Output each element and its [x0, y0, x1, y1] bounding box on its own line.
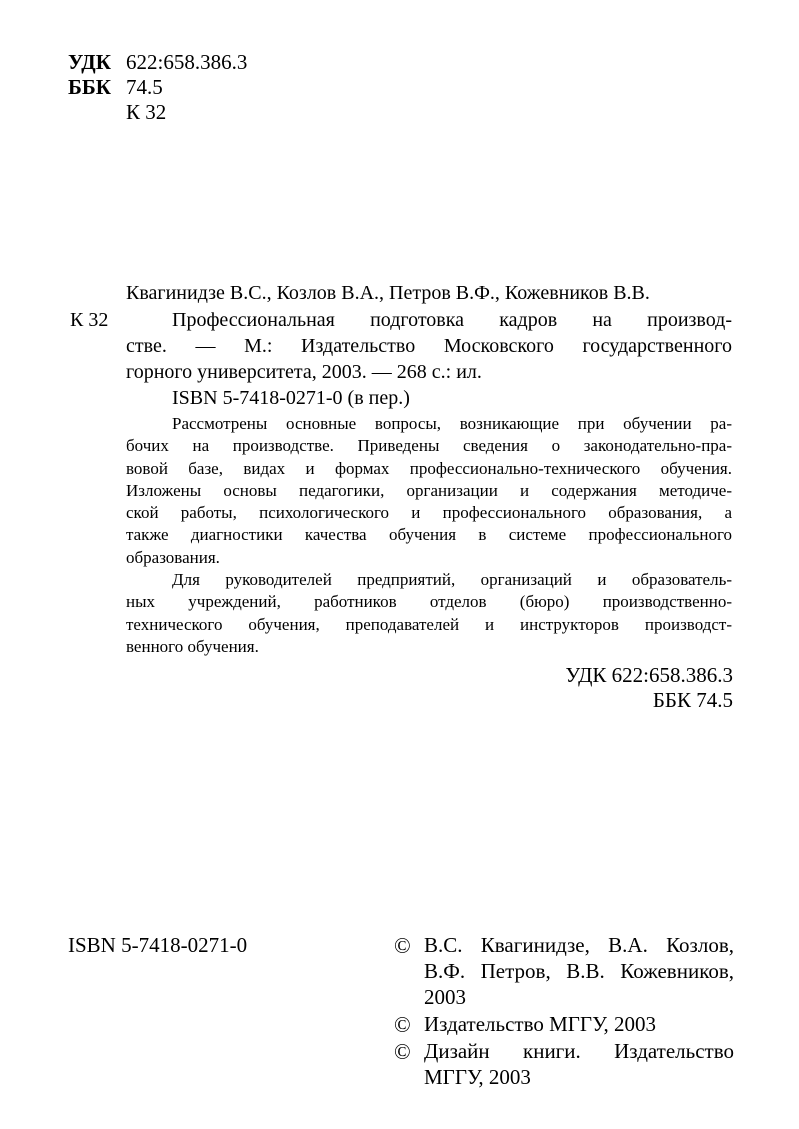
annotation-line: вовой базе, видах и формах профессионально-технического обучения.	[126, 458, 732, 478]
annotation-line: Изложены основы педагогики, организации и содержания методиче-	[126, 480, 732, 500]
bbk-value: 74.5	[126, 75, 163, 99]
title-line: Профессиональная подготовка кадров на производ-	[172, 309, 732, 331]
copyright-icon: ©	[394, 933, 411, 958]
audience-line: технического обучения, преподавателей и инструкторов производст-	[126, 614, 732, 634]
udk-value: 622:658.386.3	[126, 50, 248, 74]
annotation-line: Рассмотрены основные вопросы, возникающие при обучении ра-	[172, 414, 732, 433]
annotation-line: также диагностики качества обучения в системе профессионального	[126, 525, 732, 545]
copyright-icon: ©	[394, 1012, 411, 1037]
title-line: стве. — М.: Издательство Московского государственного	[126, 335, 732, 357]
annotation-line: ской работы, психологического и профессионального образования, а	[126, 503, 732, 523]
annotation-line: бочих на производстве. Приведены сведения о законодательно-пра-	[126, 436, 732, 456]
audience-line: ных учреждений, работников отделов (бюро) производственно-	[126, 592, 732, 612]
bbk-label: ББК	[68, 75, 111, 99]
cutter-row	[68, 100, 247, 125]
isbn-binding-line: ISBN 5-7418-0271-0 (в пер.)	[172, 387, 410, 409]
bibliographic-entry	[70, 280, 732, 658]
copyright-line: 2003	[424, 985, 466, 1009]
udk-row	[68, 50, 247, 75]
udk-index: УДК 622:658.386.3	[565, 663, 733, 687]
copyright-publisher	[394, 1011, 734, 1037]
copyright-line: Издательство МГГУ, 2003	[424, 1012, 657, 1036]
authors-line: Квагинидзе В.С., Козлов В.А., Петров В.Ф., Кожевников В.В.	[126, 282, 650, 304]
cutter-value: К 32	[126, 100, 167, 124]
audience-line: венного обучения.	[126, 636, 259, 656]
copyright-design	[394, 1038, 734, 1090]
copyright-icon: ©	[394, 1039, 411, 1064]
annotation	[126, 413, 732, 658]
classification-block	[68, 50, 247, 125]
copyright-line: МГГУ, 2003	[424, 1065, 531, 1089]
copyright-line: В.Ф. Петров, В.В. Кожевников,	[424, 959, 734, 983]
bbk-index: ББК 74.5	[652, 688, 733, 712]
udk-label: УДК	[68, 50, 111, 74]
annotation-line: образования.	[126, 547, 220, 567]
entry-body	[70, 307, 732, 658]
isbn-footer: ISBN 5-7418-0271-0	[68, 933, 248, 957]
copyright-line: В.С. Квагинидзе, В.А. Козлов,	[424, 933, 734, 957]
classification-index-right	[565, 663, 733, 713]
copyright-authors	[394, 932, 734, 1010]
copyright-line: Дизайн книги. Издательство	[424, 1039, 734, 1063]
audience-line: Для руководителей предприятий, организаций и образователь-	[172, 570, 732, 590]
title-description	[126, 307, 732, 385]
bbk-row	[68, 75, 247, 100]
cutter-mark: К 32	[70, 309, 109, 331]
title-line: горного университета, 2003. — 268 с.: ил.	[126, 361, 482, 383]
copyright-block	[394, 932, 734, 1090]
